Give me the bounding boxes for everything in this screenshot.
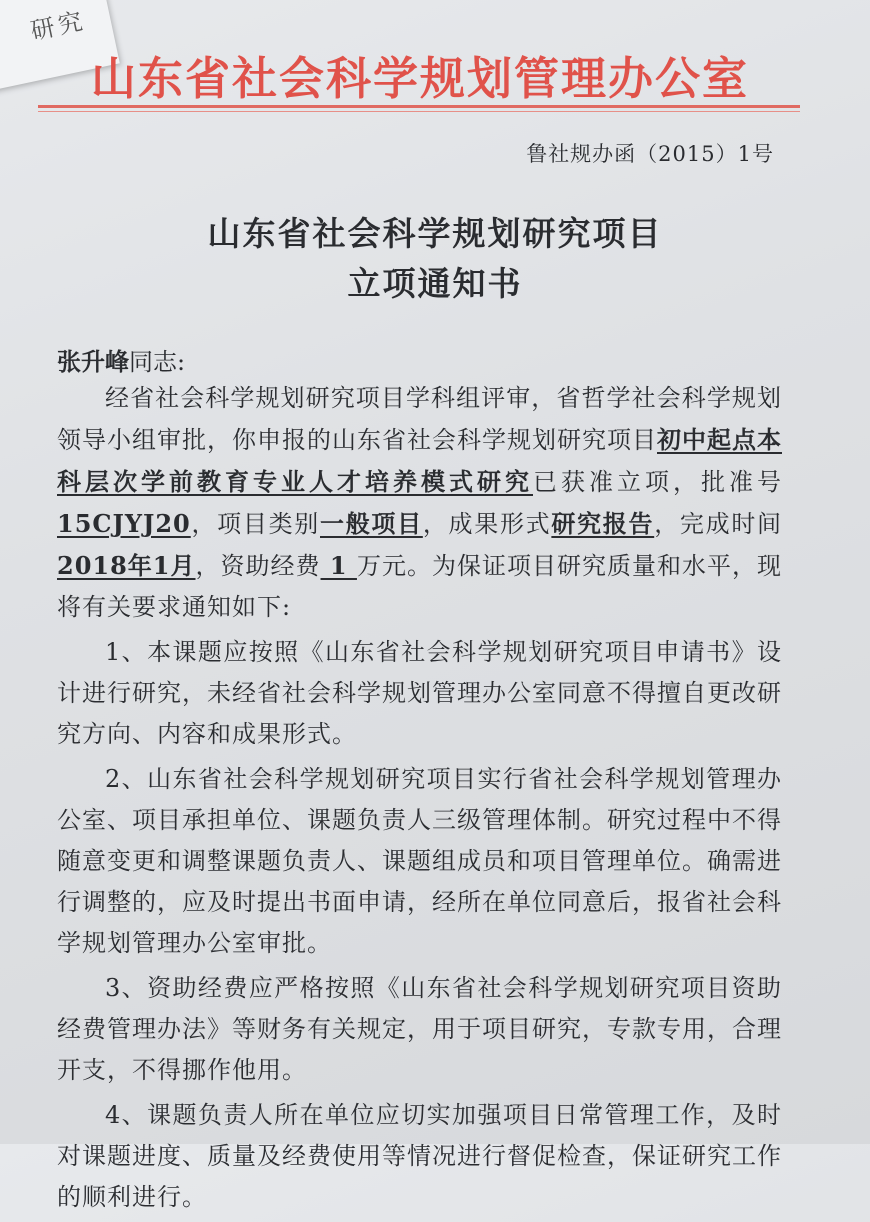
approval-number: 15CJYJ20 (57, 509, 191, 538)
requirement-item-3: 3、资助经费应严格按照《山东省社会科学规划研究项目资助经费管理办法》等财务有关规定，用于项目研究，专款专用，合理开支，不得挪作他用。 (57, 974, 782, 1084)
project-name: 初中起点本科层次学前教育专业人才培养模式研究 (57, 425, 782, 496)
letterhead-divider-thin (38, 111, 800, 112)
intro-text-2: 已获准立项，批准号 (533, 468, 782, 496)
document-body (57, 378, 782, 1222)
project-category: 一般项目 (320, 509, 423, 538)
document-subtitle: 立项通知书 (347, 264, 523, 303)
letterhead-divider (38, 105, 800, 108)
requirement-item-4: 4、课题负责人所在单位应切实加强项目日常管理工作，及时对课题进度、质量及经费使用等情况进行督促检查，保证研究工作的顺利进行。 (57, 1101, 782, 1211)
intro-text-5: ，完成时间 (654, 510, 783, 538)
requirement-item-1: 1、本课题应按照《山东省社会科学规划研究项目申请书》设计进行研究，未经省社会科学规划管理办公室同意不得擅自更改研究方向、内容和成果形式。 (57, 638, 782, 748)
document-title: 山东省社会科学规划研究项目 (207, 214, 663, 253)
salutation-suffix: 同志: (129, 348, 186, 376)
completion-date: 2018年1月 (57, 551, 196, 580)
salutation (57, 342, 185, 377)
intro-text-6: ，资助经费 (195, 552, 321, 580)
intro-text-1: 经省社会科学规划研究项目学科组评审，省哲学社会科学规划领导小组审批，你申报的山东省社会科学规划研究项目 (57, 384, 782, 454)
requirement-item-2: 2、山东省社会科学规划研究项目实行省社会科学规划管理办公室、项目承担单位、课题负责人三级管理体制。研究过程中不得随意变更和调整课题负责人、课题组成员和项目管理单位。确需进行调整的，应及时提出书面申请，经所在单位同意后，报省社会科学规划管理办公室审批。 (57, 765, 782, 957)
document-number: 鲁社规办函（2015）1号 (526, 142, 774, 166)
corner-text-fragment: 研究 (28, 6, 89, 46)
letterhead: 山东省社会科学规划管理办公室 (90, 52, 749, 105)
output-form: 研究报告 (551, 509, 655, 538)
intro-paragraph (57, 378, 782, 628)
intro-text-4: ，成果形式 (422, 510, 552, 538)
intro-text-3: ，项目类别 (190, 510, 320, 538)
funding-amount: 1 (320, 551, 357, 580)
recipient-name: 张升峰 (57, 347, 129, 376)
intro-text-7: 万元。为保证项目研究质量和水平，现将有关要求通知如下: (57, 552, 782, 621)
